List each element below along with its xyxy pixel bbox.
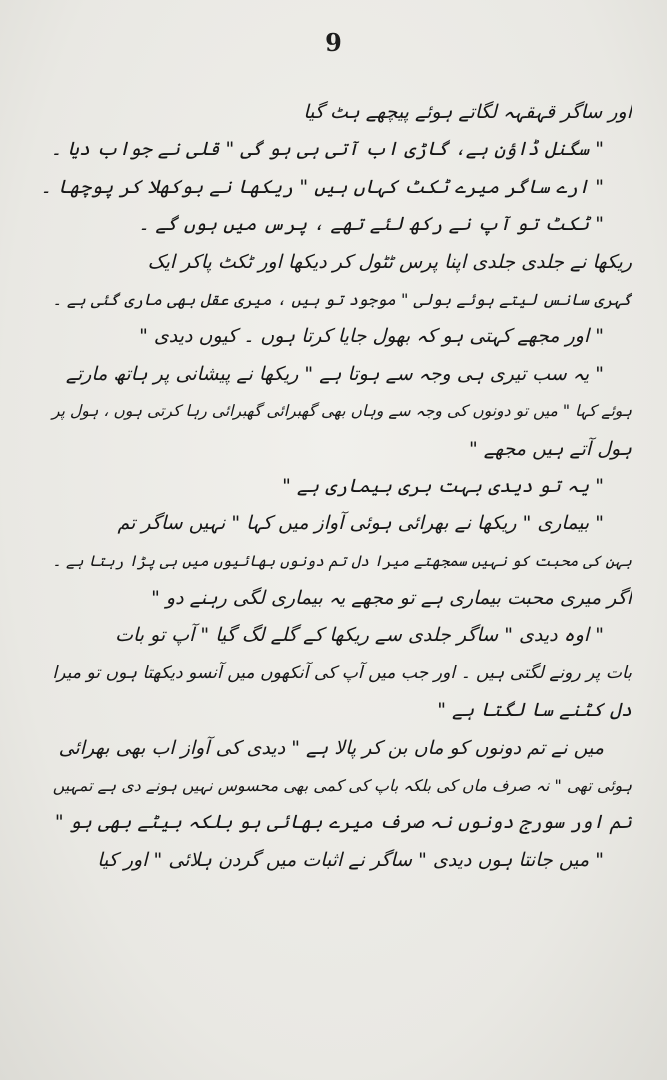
text-line-12: " بیماری " ریکھا نے بھرائی ہوئی آواز میں کہا " نہیں ساگر تم [117,512,604,535]
page-body [40,94,632,879]
page-number: 9 [325,28,342,57]
text-line-14: اگر میری محبت بیماری ہے تو مجھے یہ بیماری لگی رہنے دو " [151,587,632,610]
text-line-6: گہری سانس لیتے ہوئے بولی " موجود تو ہیں ، میری عقل بھی ماری گئی ہے ۔ [52,289,632,309]
text-line-9: ہوئے کہا " میں تو دونوں کی وجہ سے وہاں بھی گھبرائی گھبرائی رہا کرتی ہوں ، ہول پر [51,402,632,421]
text-line-16: بات پر رونے لگتی ہیں ۔ اور جب میں آپ کی آنکھوں میں آنسو دیکھتا ہوں تو میرا [52,662,632,683]
text-line-5: ریکھا نے جلدی جلدی اپنا پرس ٹٹول کر دیکھا اور ٹکٹ پاکر ایک [147,250,632,273]
text-line-1: اور ساگر قہقہہ لگاتے ہوئے پیچھے ہٹ گیا [303,101,632,123]
text-line-2: " سگنل ڈاؤن ہے، گاڑی اب آتی ہی ہو گی " قلی نے جواب دیا ۔ [50,138,604,161]
text-line-8: " یہ سب تیری ہی وجہ سے ہوتا ہے " ریکھا نے پیشانی پر ہاتھ مارتے [65,362,604,385]
text-line-13: بہن کی محبت کو نہیں سمجھتے میرا دل تم دونوں بھائیوں میں ہی پڑا رہتا ہے ۔ [52,551,632,570]
text-line-21: " میں جانتا ہوں دیدی " ساگر نے اثبات میں گردن ہلائی " اور کیا [97,848,604,871]
text-line-15: " اوہ دیدی " ساگر جلدی سے ریکھا کے گلے لگ گیا " آپ تو بات [115,624,604,647]
text-line-10: ہول آتے ہیں مجھے " [468,437,632,460]
text-line-7: " اور مجھے کہتی ہو کہ بھول جایا کرتا ہوں ۔ کیوں دیدی " [139,325,604,348]
text-line-20: تم اور سورج دونوں نہ صرف میرے بھائی ہو بلکہ بیٹے بھی ہو " [54,811,632,834]
text-line-4: " ٹکٹ تو آپ نے رکھ لئے تھے ، پرس میں ہوں گے ۔ [138,213,604,236]
text-line-11: " یہ تو دیدی بہت بری بیماری ہے " [282,474,604,497]
text-line-19: ہوئی تھی " نہ صرف ماں کی بلکہ باپ کی کمی بھی محسوس نہیں ہونے دی ہے تمہیں [52,776,632,796]
text-line-3: " ارے ساگر میرے ٹکٹ کہاں ہیں " ریکھا نے بوکھلا کر پوچھا ۔ [40,175,604,198]
text-line-18: میں نے تم دونوں کو ماں بن کر پالا ہے " دیدی کی آواز اب بھی بھرائی [58,736,604,759]
text-line-17: دل کٹنے سا لگتا ہے " [437,699,632,722]
